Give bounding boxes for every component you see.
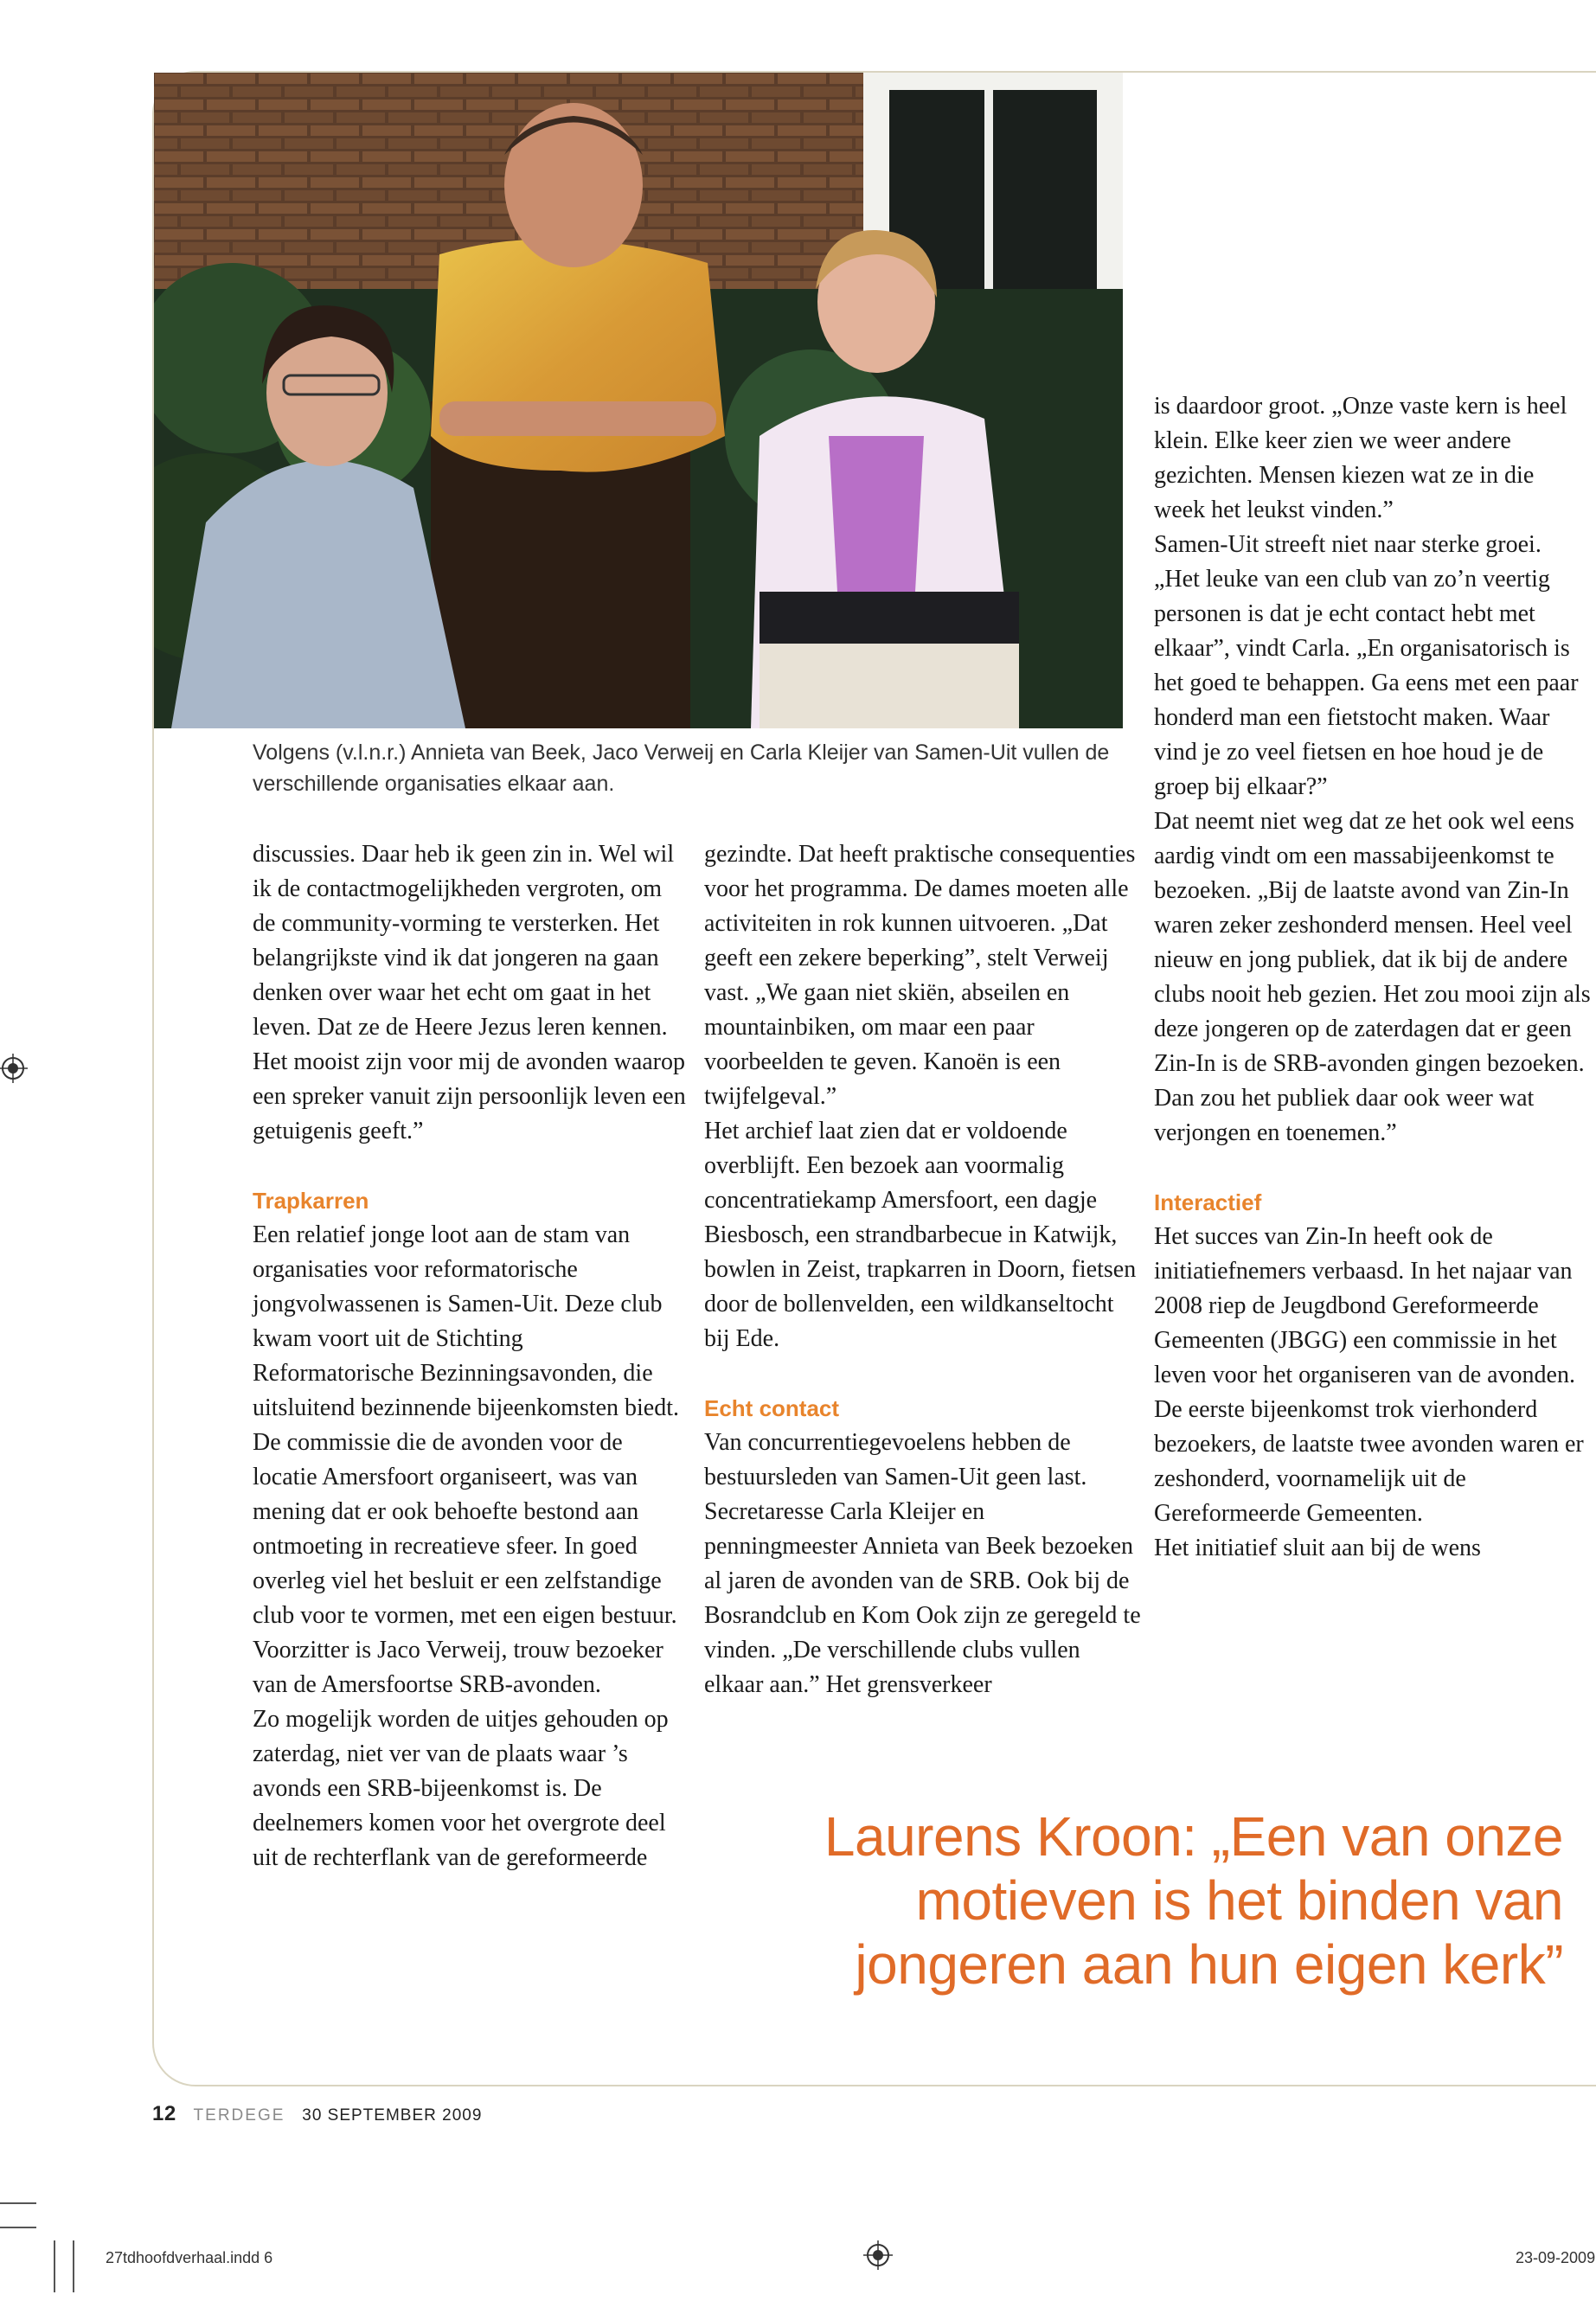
crop-mark <box>54 2240 55 2292</box>
article-column-2 <box>704 837 1141 1702</box>
column-1-paragraph-1: discussies. Daar heb ik geen zin in. Wel wil ik de contactmogelijkheden vergroten, om de community-vorming te versterken. Het belangrijkste vind ik dat jongeren na gaan denken over waar het echt om gaat in het leven. Dat ze de Heere Jezus leren kennen. Het mooist zijn voor mij de avonden waarop een spreker vanuit zijn persoonlijk leven een getuigenis geeft.” <box>253 841 686 1144</box>
magazine-name: TERDEGE <box>193 2106 285 2125</box>
paragraph-gap <box>253 1149 689 1183</box>
article-column-1 <box>253 837 689 1875</box>
column-1-paragraph-2: Een relatief jonge loot aan de stam van organisaties voor reformatorische jongvolwassenen is Samen-Uit. Deze club kwam voort uit de Stichting Reformatorische Bezinningsavonden, die uitsluitend bezinnende bijeenkomsten biedt. De commissie die de avonden voor de locatie Amersfoort organiseert, was van mening dat er ook behoefte bestond aan ontmoeting in recreatieve sfeer. In goed overleg viel het besluit er een zelfstandige club voor te vormen, met een eigen bestuur. Voorzitter is Jaco Verweij, trouw bezoeker van de Amersfoortse SRB-avonden. <box>253 1221 679 1698</box>
crop-mark <box>0 2202 36 2204</box>
article-column-3 <box>1154 389 1591 1566</box>
crop-mark <box>0 2227 36 2228</box>
column-3-paragraph-4: Het succes van Zin-In heeft ook de initiatiefnemers verbaasd. In het najaar van 2008 riep de Jeugdbond Gereformeerde Gemeenten (JBGG) een commissie in het leven voor het organiseren van de avonden. De eerste bijeenkomst trok vierhonderd bezoekers, de laatste twee avonden waren er zeshonderd, voornamelijk uit de Gereformeerde Gemeenten. <box>1154 1223 1584 1527</box>
registration-mark-icon <box>0 1054 28 1083</box>
column-3-paragraph-3: Dat neemt niet weg dat ze het ook wel eens aardig vindt om een massabijeenkomst te bezoeken. „Bij de laatste avond van Zin-In waren zeker zeshonderd mensen. Heel veel nieuw en jong publiek, dat ik bij de andere clubs nooit heb gezien. Het zou mooi zijn als deze jongeren op de zaterdagen dat er geen Zin-In is de SRB-avonden gingen bezoeken. Dan zou het publiek daar ook weer wat verjongen en toenemen.” <box>1154 808 1591 1146</box>
slug-filename: 27tdhoofdverhaal.indd 6 <box>106 2249 273 2266</box>
slug-date: 23-09-2009 <box>1516 2249 1596 2266</box>
crop-mark <box>73 2240 74 2292</box>
photo-three-people <box>154 73 1123 728</box>
pull-quote: Laurens Kroon: „Een van onze motieven is het binden van jongeren aan hun eigen kerk” <box>824 1805 1563 1996</box>
subhead-interactief: Interactief <box>1154 1189 1262 1215</box>
subhead-echt-contact: Echt contact <box>704 1395 840 1421</box>
column-3-paragraph-5: Het initiatief sluit aan bij de wens <box>1154 1535 1481 1561</box>
paragraph-gap <box>704 1356 1141 1391</box>
column-3-paragraph-2: Samen-Uit streeft niet naar sterke groei. „Het leuke van een club van zo’n veertig personen is dat je echt contact hebt met elkaar”, vindt Carla. „En organisatorisch is het goed te behappen. Ga eens met een paar honderd man een fietstocht maken. Waar vind je zo veel fietsen en hoe houd je de groep bij elkaar?” <box>1154 531 1579 800</box>
column-3-paragraph-1: is daardoor groot. „Onze vaste kern is heel klein. Elke keer zien we weer andere gezichten. Mensen kiezen wat ze in die week het leukst vinden.” <box>1154 393 1567 523</box>
registration-mark-icon <box>863 2240 893 2270</box>
column-2-paragraph-1: gezindte. Dat heeft praktische consequenties voor het programma. De dames moeten alle activiteiten in rok kunnen uitvoeren. „Dat geeft een zekere beperking”, stelt Verweij vast. „We gaan niet skiën, abseilen en mountainbiken, om maar een paar voorbeelden te geven. Kanoën is een twijfelgeval.” <box>704 841 1136 1110</box>
paragraph-gap <box>1154 1150 1591 1185</box>
column-2-paragraph-3: Van concurrentiegevoelens hebben de bestuursleden van Samen-Uit geen last. Secretaresse Carla Kleijer en penningmeester Annieta van Beek bezoeken al jaren de avonden van de SRB. Ook bij de Bosrandclub en Kom Ook zijn ze geregeld te vinden. „De verschillende clubs vullen elkaar aan.” Het grensverkeer <box>704 1429 1141 1698</box>
page-footer <box>152 2102 482 2126</box>
issue-date: 30 SEPTEMBER 2009 <box>302 2106 483 2125</box>
subhead-trapkarren: Trapkarren <box>253 1188 369 1214</box>
page-number: 12 <box>152 2102 176 2125</box>
column-2-paragraph-2: Het archief laat zien dat er voldoende overblijft. Een bezoek aan voormalig concentratiekamp Amersfoort, een dagje Biesbosch, een strandbarbecue in Katwijk, bowlen in Zeist, trapkarren in Doorn, fietsen door de bollenvelden, een wildkanseltocht bij Ede. <box>704 1118 1137 1352</box>
column-1-paragraph-3: Zo mogelijk worden de uitjes gehouden op zaterdag, niet ver van de plaats waar ’s avonds een SRB-bijeenkomst is. De deelnemers komen voor het overgrote deel uit de rechterflank van de gereformeerde <box>253 1706 669 1871</box>
photo-illustration <box>154 73 1123 728</box>
photo-caption: Volgens (v.l.n.r.) Annieta van Beek, Jaco Verweij en Carla Kleijer van Samen-Uit vullen de verschillende organisaties elkaar aan. <box>253 740 1110 796</box>
